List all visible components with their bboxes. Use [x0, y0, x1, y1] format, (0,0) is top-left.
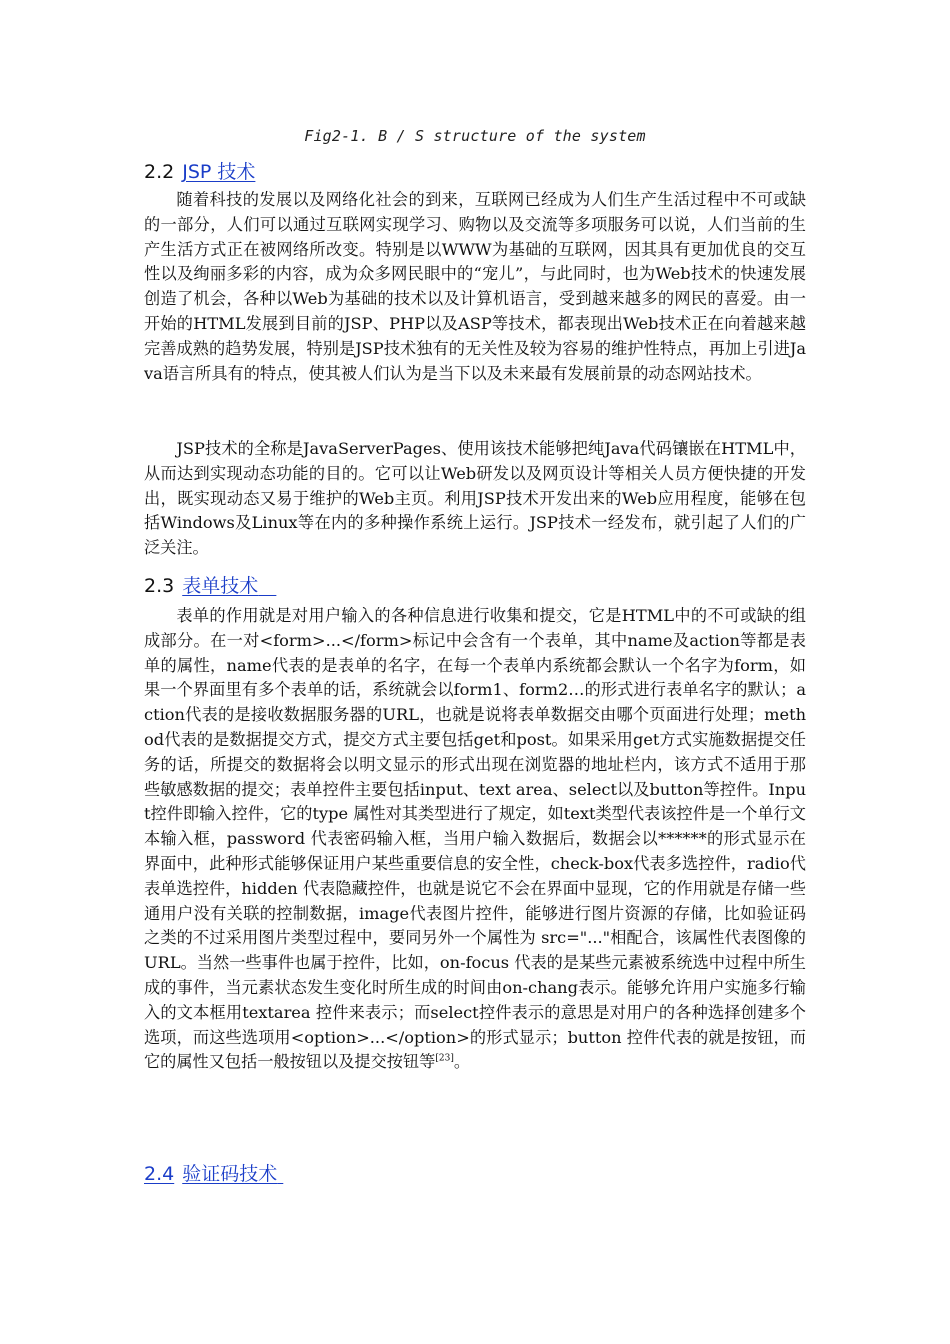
section-title-link[interactable]: 表单技术	[182, 575, 259, 597]
paragraph-text: 表单的作用就是对用户输入的各种信息进行收集和提交，它是HTML中的不可或缺的组成部分。在一对<form>...</form>标记中会含有一个表单，其中name及action等都是表单的属性，name代表的是表单的名字，在每一个表单内系统都会默认一个名字为form，如果一个界面里有多个表单的话，系统就会以form1、form2…的形式进行表单名字的默认；action代表的是接收数据服务器的URL，也就是说将表单数据交由哪个页面进行处理；method代表的是数据提交方式，提交方式主要包括get和post。如果采用get方式实施数据提交任务的话，所提交的数据将会以明文显示的形式出现在浏览器的地址栏内，该方式不适用于那些敏感数据的提交；表单控件主要包括input、text area、select以及button等控件。Input控件即输入控件，它的type 属性对其类型进行了规定，如text类型代表该控件是一个单行文本输入框，password 代表密码输入框，当用户输入数据后，数据会以******的形式显示在界面中，此种形式能够保证用户某些重要信息的安全性，check-box代表多选控件，radio代表单选控件，hidden 代表隐藏控件，也就是说它不会在界面中显现，它的作用就是存储一些通用户没有关联的控制数据，image代表图片控件，能够进行图片资源的存储，比如验证码之类的不过采用图片类型过程中，要同另外一个属性为 src="..."相配合，该属性代表图像的URL。当然一些事件也属于控件，比如，on-focus 代表的是某些元素被系统选中过程中所生成的事件，当元素状态发生变化时所生成的时间由on-chang表示。能够允许用户实施多行输入的文本框用textarea 控件来表示；而select控件表示的意思是对用户的各种选择创建多个选项，而这些选项用<option>...</option>的形式显示；button 控件代表的就是按钮，而它的属性又包括一般按钮以及提交按钮等	[144, 606, 806, 1072]
section-title-link[interactable]: JSP 技术	[182, 161, 256, 183]
section-title-link[interactable]: 验证码技术	[182, 1163, 278, 1185]
section-heading-2-3	[144, 574, 276, 598]
section-heading-2-4	[144, 1162, 283, 1186]
citation: [23]	[435, 1053, 454, 1064]
section-number: 2.4	[144, 1163, 175, 1185]
figure-caption: Fig2-1. B / S structure of the system	[304, 127, 646, 145]
paragraph	[144, 604, 806, 1075]
section-number: 2.3	[144, 575, 175, 597]
paragraph: 随着科技的发展以及网络化社会的到来，互联网已经成为人们生产生活过程中不可或缺的一部分，人们可以通过互联网实现学习、购物以及交流等多项服务可以说，人们当前的生产生活方式正在被网络所改变。特别是以WWW为基础的互联网，因其具有更加优良的交互性以及绚丽多彩的内容，成为众多网民眼中的“宠儿”，与此同时，也为Web技术的快速发展创造了机会，各种以Web为基础的技术以及计算机语言，受到越来越多的网民的喜爱。由一开始的HTML发展到目前的JSP、PHP以及ASP等技术，都表现出Web技术正在向着越来越完善成熟的趋势发展，特别是JSP技术独有的无关性及较为容易的维护性特点，再加上引进Java语言所具有的特点，使其被人们认为是当下以及未来最有发展前景的动态网站技术。	[144, 190, 806, 383]
paragraph-closing: 。	[453, 1052, 471, 1072]
section-number: 2.2	[144, 161, 175, 183]
section-heading-2-2	[144, 160, 255, 184]
paragraph: JSP技术的全称是JavaServerPages、使用该技术能够把纯Java代码镶嵌在HTML中，从而达到实现动态功能的目的。它可以让Web研发以及网页设计等相关人员方便快捷的开发出，既实现动态又易于维护的Web主页。利用JSP技术开发出来的Web应用程度，能够在包括Windows及Linux等在内的多种操作系统上运行。JSP技术一经发布，就引起了人们的广泛关注。	[144, 439, 806, 558]
